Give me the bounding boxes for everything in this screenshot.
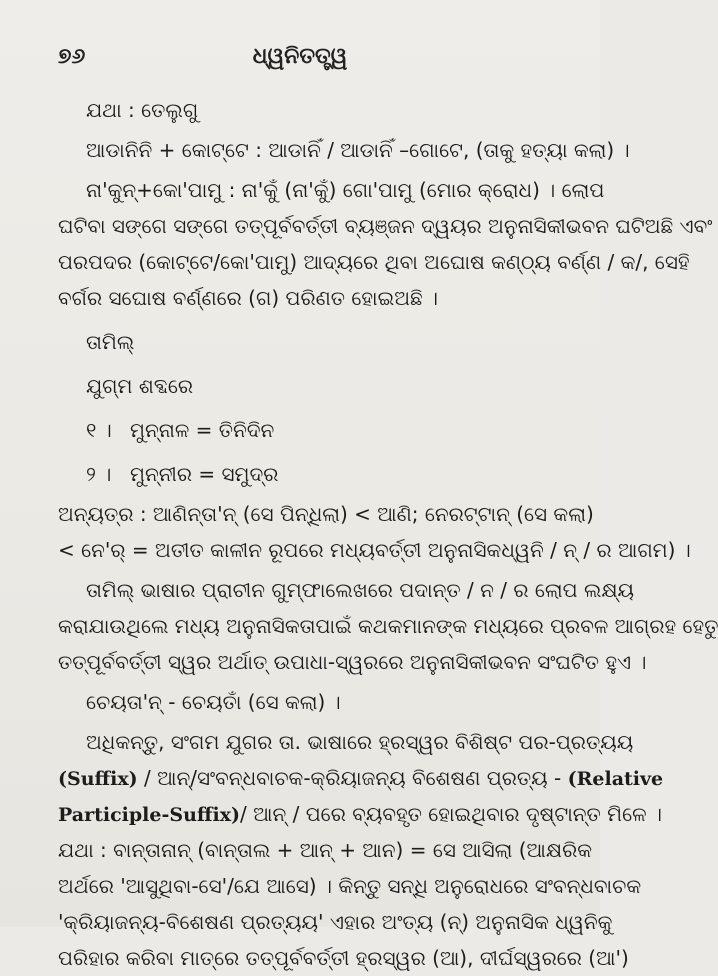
latin-term: (Relative (567, 768, 664, 790)
text-line: < ନେ'ର୍ = ଅତୀତ କାଳୀନ ରୂପରେ ମଧ୍ୟବର୍ତ୍ତୀ ଅନୁନାସିକଧ୍ୱନି / ନ୍ / ର ଆଗମ) । (58, 538, 691, 562)
list-item (58, 456, 573, 492)
list-item (58, 412, 573, 448)
text-line: ବର୍ଗର ସଘୋଷ ବର୍ଣ୍ଣରେ (ଗ) ପରିଣତ ହୋଇଅଛି । (58, 286, 439, 310)
text-line: ଅର୍ଥରେ 'ଆସୁଥିବା-ସେ'/ଯେ ଆସେ) । କିନ୍ତୁ ସନ୍ଧି ଅନୁରୋଧରେ ସଂବନ୍ଧବାଚକ (58, 874, 642, 898)
text-fragment: / ଆନ୍ / ପରେ ବ୍ୟବହୃତ ହୋଇଥିବାର ଦୃଷ୍ଟାନ୍ତ ମିଳେ । (240, 802, 662, 826)
list-text: ମୁନ୍‌ନୀର = ସମୁଦ୍ର (130, 462, 279, 486)
text-line: ତତ୍‌ପୂର୍ବବର୍ତ୍ତୀ ସ୍ୱର ଅର୍ଥାତ୍ ଉପାଧା-ସ୍ୱରରେ ଅନୁନାସିକୀଭବନ ସଂଘଟିତ ହୁଏ । (58, 650, 647, 674)
list-number: ୨ । (86, 462, 112, 486)
text-fragment: / ଆନ୍/ସଂବନ୍ଧବାଚକ-କ୍ରିୟାଜନ୍ୟ ବିଶେଷଣ ପ୍ରତ୍ୟ - (144, 766, 562, 790)
text-line: ଯଥା : ବାନ୍‌ତାନାନ୍ (ବାନ୍‌ତାଲ + ଆନ୍ + ଆନ) = ସେ ଆସିଲା (ଆକ୍ଷରିକ (58, 838, 593, 862)
text-line: ଆଡାନିନି + କୋଟ୍‌ଟେ : ଆଡାନିଁ / ଆଡାନିଁ –ଗୋଟେ, (ତାକୁ ହତ୍ୟା କଲା) । (86, 138, 630, 162)
text-line (58, 796, 662, 832)
text-line: ପରିହାର କରିବା ମାତ୍ରେ ତତ୍‌ପୂର୍ବବର୍ତ୍ତୀ ହ୍ରସ୍ୱର (ଆ), ଦୀର୍ଘସ୍ୱରରେ (ଆ') (58, 946, 629, 970)
text-line: କରାଯାଉଥିଲେ ମଧ୍ୟ ଅନୁନାସିକତାପାଇଁ କଥକମାନଙ୍କ ମଧ୍ୟରେ ପ୍ରବଳ ଆଗ୍ରହ ହେତୁ (58, 614, 718, 638)
text-line: ତାମିଲ୍ ଭାଷାର ପ୍ରାଚୀନ ଗୁମ୍ଫାଲେଖରେ ପଦାନ୍ତ / ନ / ର ଲୋପ ଲକ୍ଷ୍ୟ (86, 578, 635, 602)
page-header (0, 40, 600, 80)
page-body (58, 92, 718, 976)
text-line: ପରପଦର (କୋଟ୍‌ଟେ/କୋ'ପାମୁ) ଆଦ୍ୟରେ ଥିବା ଅଘୋଷ କଣ୍ଠ୍ୟ ବର୍ଣ୍ଣ / କ/, ସେହି (58, 250, 690, 274)
text-line: ଚେୟତା'ନ୍ - ଚେୟତାଁ (ସେ କଲା) । (86, 690, 341, 714)
section-heading: ତାମିଲ୍ (86, 330, 135, 354)
text-line: ଅନ୍ୟତ୍ର : ଆଣିନ୍‌ତା'ନ୍ (ସେ ପିନ୍ଧିଲା) < ଆଣି; ନେରଟ୍‌ଟାନ୍ (ସେ କଲା) (58, 502, 594, 526)
text-line: ନା'କୁନ୍+କୋ'ପାମୁ : ନା'କୁଁ (ନା'କୁଁ) ଗୋ'ପାମୁ (ମୋର କ୍ରୋଧ) । ଲୋପ (86, 178, 605, 202)
text-line (58, 760, 664, 796)
subsection-heading: ଯୁଗ୍ମ ଶବ୍ଦରେ (86, 374, 194, 398)
latin-term: (Suffix) (58, 768, 138, 790)
text-line: ଅଧିକନ୍ତୁ, ସଂଗମ ଯୁଗର ତା. ଭାଷାରେ ହ୍ରସ୍ୱର ବିଶିଷ୍ଟ ପର-ପ୍ରତ୍ୟୟ (86, 730, 634, 754)
page-number: ୭୬ (58, 44, 86, 69)
text-line: ଯଥା : ତେଲୁଗୁ (86, 98, 199, 122)
running-title: ଧ୍ୱନିତତ୍ତ୍ୱ (252, 44, 348, 69)
list-number: ୧ । (86, 418, 112, 442)
text-line: 'କ୍ରିୟାଜନ୍ୟ-ବିଶେଷଣ ପ୍ରତ୍ୟୟ' ଏହାର ଅଂତ୍ୟ (ନ୍) ଅନୁନାସିକ ଧ୍ୱନିକୁ (58, 910, 613, 934)
text-line: ଘଟିବା ସଙ୍ଗେ ସଙ୍ଗେ ତତ୍‌ପୂର୍ବବର୍ତ୍ତୀ ବ୍ୟଞ୍ଜନ ଦ୍ୱୟର ଅନୁନାସିକୀଭବନ ଘଟିଅଛି ଏବଂ (58, 214, 713, 238)
list-text: ମୁନ୍‌ନାଳ = ତିନିଦିନ (130, 418, 275, 442)
latin-term: Participle-Suffix) (58, 804, 241, 826)
